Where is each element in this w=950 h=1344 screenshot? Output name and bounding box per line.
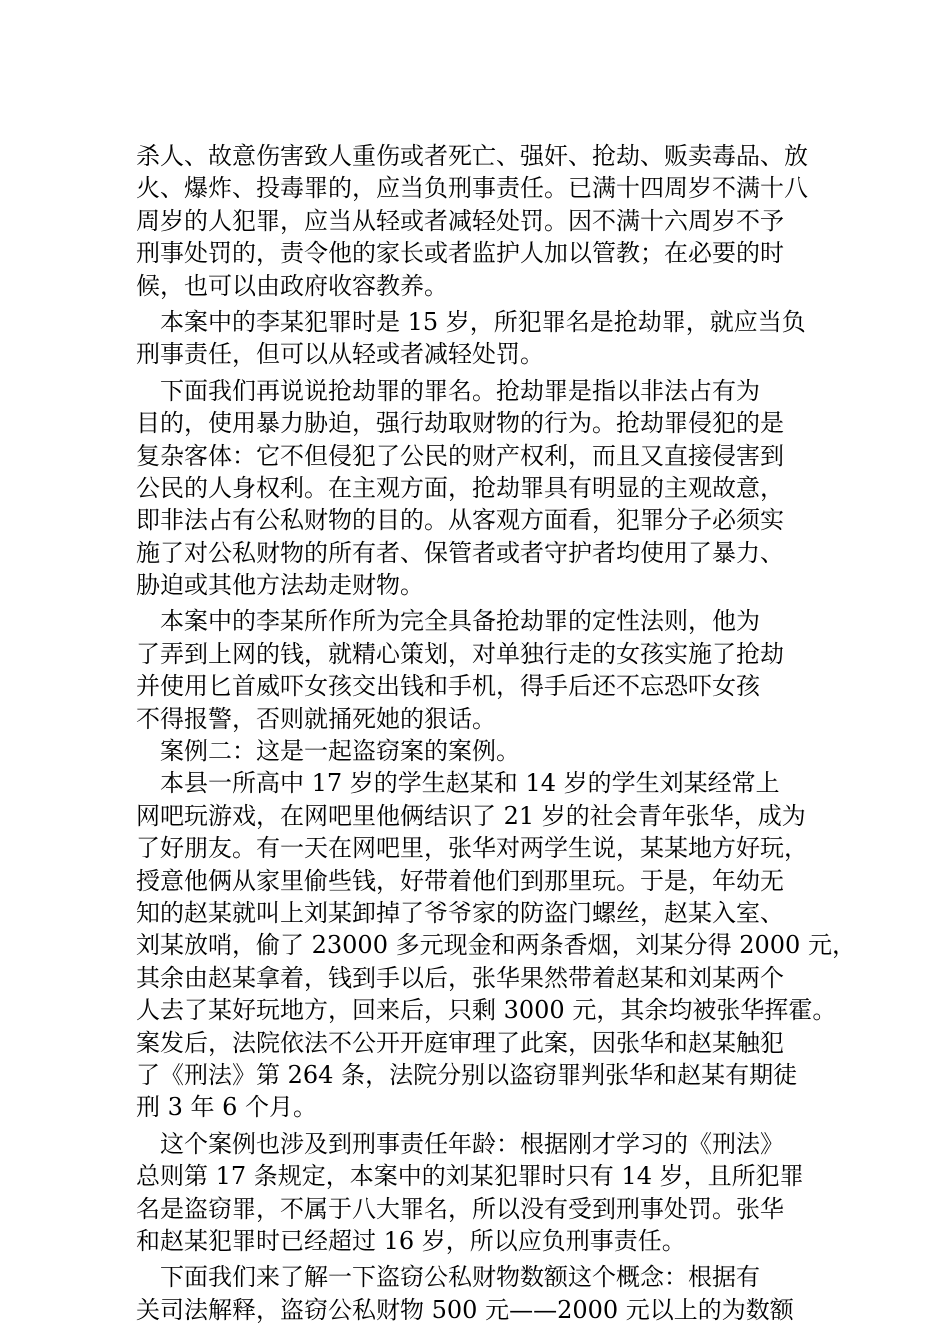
text-line: 网吧玩游戏，在网吧里他俩结识了 21 岁的社会青年张华，成为 [136, 801, 806, 830]
text-line: 下面我们再说说抢劫罪的罪名。抢劫罪是指以非法占有为 [136, 376, 760, 405]
paragraph [136, 605, 826, 735]
text-line: 刑事责任，但可以从轻或者减轻处罚。 [136, 340, 544, 369]
paragraph [136, 767, 856, 1123]
text-line: 案例二：这是一起盗窃案的案例。 [136, 737, 520, 766]
text-line: 授意他俩从家里偷些钱，好带着他们到那里玩。于是，年幼无 [136, 866, 784, 895]
text-line: 名是盗窃罪，不属于八大罪名，所以没有受到刑事处罚。张华 [136, 1194, 784, 1223]
text-line: 火、爆炸、投毒罪的，应当负刑事责任。已满十四周岁不满十八 [136, 174, 808, 203]
text-line: 施了对公私财物的所有者、保管者或者守护者均使用了暴力、 [136, 538, 784, 567]
text-line: 总则第 17 条规定，本案中的刘某犯罪时只有 14 岁，且所犯罪 [136, 1162, 804, 1191]
paragraph [136, 140, 826, 302]
text-line: 复杂客体：它不但侵犯了公民的财产权利，而且又直接侵害到 [136, 441, 784, 470]
paragraph [136, 306, 826, 371]
text-line: 并使用匕首威吓女孩交出钱和手机，得手后还不忘恐吓女孩 [136, 672, 760, 701]
text-line: 知的赵某就叫上刘某卸掉了爷爷家的防盗门螺丝，赵某入室、 [136, 898, 784, 927]
text-line: 了好朋友。有一天在网吧里，张华对两学生说，某某地方好玩， [136, 834, 808, 863]
text-line: 其余由赵某拿着，钱到手以后，张华果然带着赵某和刘某两个 [136, 963, 784, 992]
text-line: 关司法解释，盗窃公私财物 500 元——2000 元以上的为数额 [136, 1295, 794, 1324]
text-line: 案发后，法院依法不公开开庭审理了此案，因张华和赵某触犯 [136, 1028, 784, 1057]
text-line: 这个案例也涉及到刑事责任年龄：根据刚才学习的《刑法》 [136, 1129, 784, 1158]
text-line: 下面我们来了解一下盗窃公私财物数额这个概念：根据有 [136, 1263, 760, 1292]
text-line: 杀人、故意伤害致人重伤或者死亡、强奸、抢劫、贩卖毒品、放 [136, 142, 808, 170]
text-line: 本案中的李某犯罪时是 15 岁，所犯罪名是抢劫罪，就应当负 [136, 307, 806, 336]
paragraph [136, 375, 826, 602]
text-line: 人去了某好玩地方，回来后，只剩 3000 元，其余均被张华挥霍。 [136, 996, 837, 1025]
document-page [136, 140, 856, 1326]
text-line: 了弄到上网的钱，就精心策划，对单独行走的女孩实施了抢劫 [136, 639, 784, 668]
text-line: 刑 3 年 6 个月。 [136, 1093, 318, 1122]
text-line: 本案中的李某所作所为完全具备抢劫罪的定性法则，他为 [136, 607, 760, 636]
text-line: 公民的人身权利。在主观方面，抢劫罪具有明显的主观故意， [136, 473, 784, 502]
text-line: 了《刑法》第 264 条，法院分别以盗窃罪判张华和赵某有期徒 [136, 1060, 798, 1089]
text-line: 本县一所高中 17 岁的学生赵某和 14 岁的学生刘某经常上 [136, 769, 780, 798]
text-line: 刘某放哨，偷了 23000 多元现金和两条香烟，刘某分得 2000 元， [136, 931, 856, 960]
text-line: 和赵某犯罪时已经超过 16 岁，所以应负刑事责任。 [136, 1226, 686, 1255]
text-line: 刑事处罚的，责令他的家长或者监护人加以管教；在必要的时 [136, 239, 784, 268]
text-line: 目的，使用暴力胁迫，强行劫取财物的行为。抢劫罪侵犯的是 [136, 409, 784, 438]
text-line: 候，也可以由政府收容教养。 [136, 271, 448, 300]
paragraph [136, 735, 826, 767]
text-line: 不得报警，否则就捅死她的狠话。 [136, 704, 496, 733]
paragraph [136, 1128, 826, 1258]
text-line: 周岁的人犯罪，应当从轻或者减轻处罚。因不满十六周岁不予 [136, 206, 784, 235]
text-line: 即非法占有公私财物的目的。从客观方面看，犯罪分子必须实 [136, 506, 784, 535]
paragraph [136, 1261, 826, 1326]
text-line: 胁迫或其他方法劫走财物。 [136, 571, 424, 600]
